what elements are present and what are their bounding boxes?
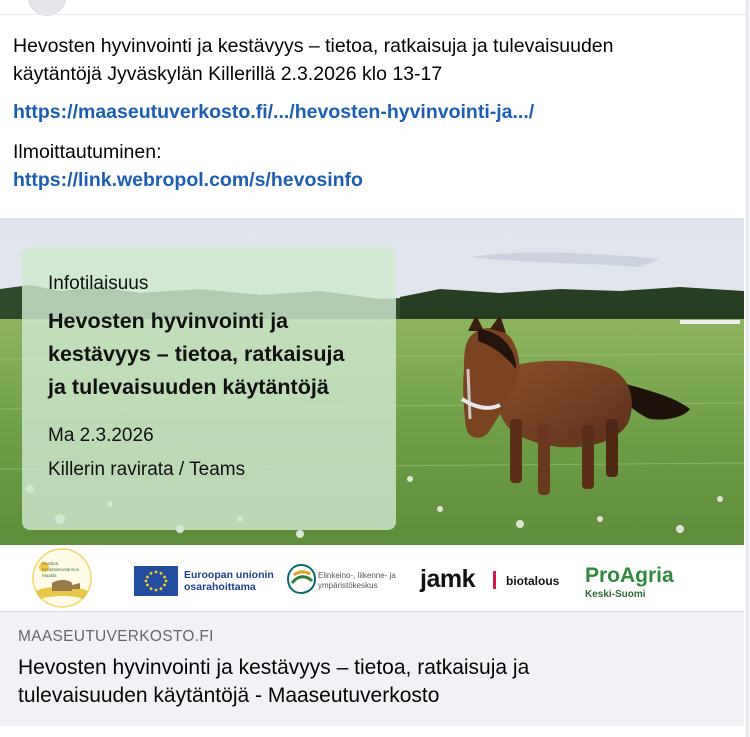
event-info-box	[22, 247, 396, 530]
link-preview[interactable]	[0, 611, 744, 726]
post-text-line: käytäntöjä Jyväskylän Killerillä 2.3.2026 klo 13-17	[13, 63, 443, 85]
info-title-line: kestävyys – tietoa, ratkaisuja	[48, 342, 345, 366]
ely-logo-icon	[286, 563, 316, 595]
eu-logo-text	[184, 569, 274, 593]
eu-flag-icon	[134, 566, 178, 596]
mmv-line: Kotieläintuotannon	[42, 567, 80, 572]
info-title-line: ja tulevaisuuden käytäntöjä	[48, 375, 329, 399]
post-body	[13, 32, 733, 194]
ely-line: ympäristökeskus	[318, 581, 378, 590]
eu-line: osarahoittama	[184, 581, 256, 593]
mmv-line: Kestävä	[42, 561, 59, 566]
post-text-line: Hevosten hyvinvointi ja kestävyys – tietoa, ratkaisuja ja tulevaisuuden	[13, 35, 614, 57]
logo-strip	[0, 545, 744, 611]
info-title-line: Hevosten hyvinvointi ja	[48, 309, 289, 333]
info-date: Ma 2.3.2026	[48, 425, 154, 446]
mmv-line: Maatila	[42, 573, 57, 578]
proagria-logo: ProAgria	[585, 564, 674, 587]
jamk-logo: jamk	[420, 565, 475, 593]
eu-line: Euroopan unionin	[184, 569, 274, 581]
biotalous-label: biotalous	[506, 574, 560, 588]
mmv-logo-text	[42, 561, 79, 579]
preview-title[interactable]	[18, 654, 718, 710]
registration-link[interactable]: https://link.webropol.com/s/hevosinfo	[13, 169, 363, 191]
jamk-separator	[493, 571, 496, 589]
ely-logo-text	[318, 571, 396, 591]
post-image[interactable]	[0, 218, 744, 546]
info-kicker: Infotilaisuus	[48, 273, 149, 294]
proagria-region: Keski-Suomi	[585, 589, 646, 600]
preview-domain: MAASEUTUVERKOSTO.FI	[18, 628, 214, 645]
ely-line: Elinkeino-, liikenne- ja	[318, 571, 396, 580]
registration-label: Ilmoittautuminen:	[13, 141, 162, 163]
info-title	[48, 305, 388, 404]
event-link[interactable]: https://maaseutuverkosto.fi/.../hevosten-hyvinvointi-ja.../	[13, 101, 535, 123]
preview-title-line: Hevosten hyvinvointi ja kestävyys – tietoa, ratkaisuja ja	[18, 656, 530, 679]
preview-title-line: tulevaisuuden käytäntöjä - Maaseutuverkosto	[18, 684, 440, 707]
divider	[0, 14, 746, 15]
info-place: Killerin ravirata / Teams	[48, 459, 246, 480]
